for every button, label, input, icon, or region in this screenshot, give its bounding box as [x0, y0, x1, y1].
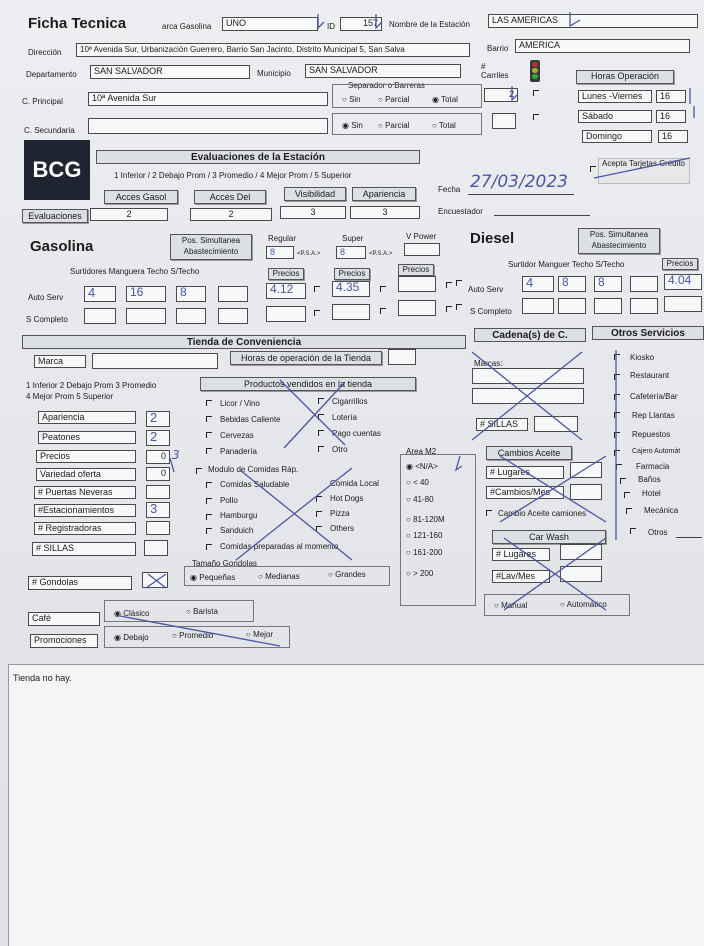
cambios-mes-label: #Cambios/Mes [486, 486, 564, 499]
horas-row-value-1[interactable]: 16 [656, 110, 686, 123]
marcas-label: Marcas: [474, 359, 503, 368]
promo-promedio[interactable]: ○ Promedio [172, 631, 214, 640]
cprincipal-label: C. Principal [22, 97, 63, 106]
otros-item-7: Baños [638, 475, 661, 484]
diesel-cols: Surtidor Manguer Techo S/Techo [508, 260, 625, 269]
super-psa-field[interactable]: 8 [336, 246, 366, 259]
cprincipal-field[interactable]: 10ª Avenida Sur [88, 92, 328, 106]
cafe-clasico[interactable]: ◉ Clásico [114, 609, 150, 618]
carriles-hash: # [481, 62, 486, 71]
separador-label: Separador o Barreras [348, 81, 425, 90]
otros-title: Otros Servicios [592, 326, 704, 340]
cambios-aceite-button[interactable]: Cambios Aceite [486, 446, 572, 460]
vpower-label: V Power [406, 232, 437, 241]
eval-item-value-1[interactable]: 2 [190, 208, 272, 221]
estacion-label: Nombre de la Estación [389, 20, 470, 29]
comida-item-2: Hamburgu [220, 511, 258, 520]
super-psa-label: <P.S.A.> [369, 251, 393, 257]
evaluaciones-title: Evaluaciones de la Estación [96, 150, 420, 164]
eval-item-value-3[interactable]: 3 [350, 206, 420, 219]
prod-item-0: Licor / Vino [220, 399, 260, 408]
id-label: ID [327, 22, 335, 31]
tamano-grandes[interactable]: ○ Grandes [328, 570, 366, 579]
otros-item-6: Farmacia [636, 462, 670, 471]
tamano-medianas[interactable]: ○ Medianas [258, 572, 300, 581]
regular-label: Regular [268, 234, 297, 243]
eval-item-value-0[interactable]: 2 [90, 208, 168, 221]
rating-value-3[interactable]: 0 [146, 467, 170, 481]
eval-item-label-1[interactable]: Acces Del [194, 190, 266, 204]
rating-label-2: Precios [36, 450, 136, 463]
promo-mejor[interactable]: ○ Mejor [246, 630, 274, 639]
rating-value-1[interactable]: 2 [146, 430, 170, 446]
rating-label-7: # SILLAS [32, 542, 136, 556]
diesel-auto-precio[interactable]: 4.04 [664, 274, 702, 290]
gasolina-cols: Surtidores Manguera Techo S/Techo [70, 267, 200, 276]
regular-psa-label: <P.S.A.> [297, 251, 321, 257]
carriles-field-1[interactable]: 2 [484, 88, 518, 102]
sep2-parcial[interactable]: ○ Parcial [378, 121, 410, 130]
gas-precios-super[interactable]: Precios [334, 268, 370, 280]
gas-precios-regular[interactable]: Precios [268, 268, 304, 280]
gas-precios-vpower[interactable]: Precios [398, 264, 434, 276]
gas-auto-precio-regular[interactable]: 4.12 [266, 283, 306, 299]
promo-debajo[interactable]: ◉ Debajo [114, 633, 149, 642]
evaluaciones-scale: 1 Inferior / 2 Debajo Prom / 3 Promedio / 4 Mejor Prom / 5 Superior [114, 171, 352, 180]
bcg-logo: BCG [24, 140, 90, 200]
sep2-sin[interactable]: ◉ Sin [342, 121, 363, 130]
prod-item-2: Cervezas [220, 431, 254, 440]
otros-item-4: Repuestos [632, 430, 671, 439]
tienda-horas-button[interactable]: Horas de operación de la Tienda [230, 351, 382, 365]
direccion-field[interactable]: 10ª Avenida Sur, Urbanización Guerrero, Barrio San Jacinto, Distrito Municipal 5, San Salva [76, 43, 470, 57]
depto-field[interactable]: SAN SALVADOR [90, 65, 250, 79]
horas-row-label-2: Domingo [582, 130, 652, 143]
fecha-value[interactable]: 27/03/2023 [470, 172, 568, 192]
rating-value-0[interactable]: 2 [146, 411, 170, 427]
prod-item-1: Bebidas Caliente [220, 415, 281, 424]
lugares-label: # Lugares [486, 466, 564, 479]
gas-auto-precio-super[interactable]: 4.35 [332, 281, 370, 297]
rating-label-6: # Registradoras [34, 522, 136, 535]
horas-row-value-0[interactable]: 16 [656, 90, 686, 103]
strike-productos-1 [280, 380, 345, 445]
area-opt-2[interactable]: ○ 41-80 [406, 495, 434, 504]
notes-text: Tienda no hay. [13, 673, 72, 683]
cafe-barista[interactable]: ○ Barista [186, 607, 218, 616]
strike-promo [120, 616, 280, 646]
gasolina-title: Gasolina [30, 238, 94, 255]
strike-gondolas [146, 574, 166, 588]
comida-item-5: Hot Dogs [330, 494, 364, 503]
eval-item-label-3[interactable]: Apariencia [352, 187, 416, 201]
comida-item-6: Pizza [330, 509, 350, 518]
rating-label-1: Peatones [38, 431, 136, 444]
diesel-precios[interactable]: Precios [662, 258, 698, 270]
precios-note: 3 [172, 448, 180, 462]
sep1-sin[interactable]: ○ Sin [342, 95, 361, 104]
diesel-auto-serv-label: Auto Serv [468, 285, 504, 294]
prod-item-7: Otro [332, 445, 348, 454]
horas-row-label-0: Lunes -Viernes [578, 90, 652, 103]
regular-psa-field[interactable]: 8 [266, 246, 294, 259]
horas-row-label-1: Sábado [578, 110, 652, 123]
rating-value-5[interactable]: 3 [146, 502, 170, 518]
eval-item-label-2[interactable]: Visibilidad [284, 187, 346, 201]
check-id [376, 14, 382, 28]
check-horas [690, 88, 694, 118]
cafe-label: Café [28, 612, 100, 626]
check-carriles [512, 86, 518, 100]
otros-item-5: Cajero Automát [632, 448, 681, 455]
area-opt-5[interactable]: ○ 161-200 [406, 548, 443, 557]
otros-item-10: Otros [648, 528, 668, 537]
diesel-auto-manguera[interactable]: 8 [558, 276, 586, 292]
gasolina-pos-button[interactable]: Pos. Simultanea Abastecimiento [170, 234, 252, 260]
prod-item-6: Pago cuentas [332, 429, 381, 438]
area-opt-4[interactable]: ○ 121-160 [406, 531, 443, 540]
tienda-scale-1: 1 Inferior 2 Debajo Prom 3 Promedio [26, 381, 157, 390]
tamano-pequenas[interactable]: ◉ Pequeñas [190, 573, 236, 582]
camiones-label: Cambio Aceite camiones [498, 509, 587, 518]
gas-auto-techo[interactable]: 8 [176, 286, 206, 302]
acepta-label: Acepta Tarjetas Crédito [598, 158, 690, 184]
cadena-title: Cadena(s) de C. [474, 328, 586, 342]
tienda-title: Tienda de Conveniencia [22, 335, 466, 349]
tienda-scale-2: 4 Mejor Prom 5 Superior [26, 392, 114, 401]
comida-item-0: Comidas Saludable [220, 480, 290, 489]
form-title: Ficha Tecnica [28, 15, 127, 32]
rating-label-3: Variedad oferta [36, 468, 136, 481]
horas-row-value-2[interactable]: 16 [658, 130, 688, 143]
area-opt-6[interactable]: ○ > 200 [406, 569, 434, 578]
lavado-automatico[interactable]: ○ Automático [560, 600, 607, 609]
super-label: Super [342, 234, 364, 243]
prod-item-5: Lotería [332, 413, 357, 422]
area-title: Area M2 [406, 447, 437, 456]
diesel-title: Diesel [470, 230, 515, 247]
sep1-parcial[interactable]: ○ Parcial [378, 95, 410, 104]
rating-value-2[interactable]: 0 [146, 450, 170, 464]
area-opt-3[interactable]: ○ 81-120M [406, 515, 445, 524]
diesel-auto-surtidor[interactable]: 4 [522, 276, 554, 292]
barrio-field[interactable]: AMERICA [515, 39, 690, 53]
direccion-label: Dirección [28, 48, 62, 57]
check-variedad [170, 458, 174, 472]
modulo-label: Modulo de Comidas Ráp. [208, 465, 299, 474]
barrio-label: Barrio [487, 44, 509, 53]
lavado-manual[interactable]: ○ Manual [494, 601, 528, 610]
municipio-field[interactable]: SAN SALVADOR [305, 64, 461, 78]
eval-item-label-0[interactable]: Acces Gasol [104, 190, 178, 204]
strike-productos-2 [284, 382, 345, 448]
encuestador-label: Encuestador [438, 207, 483, 216]
comida-item-3: Sanduich [220, 526, 254, 535]
diesel-pos-button[interactable]: Pos. Simultanea Abastecimiento [578, 228, 660, 254]
diesel-auto-techo[interactable]: 8 [594, 276, 622, 292]
cadena-sillas-label: # SILLAS [476, 418, 528, 431]
comida-item-4: Comidas preparadas al momento [220, 542, 339, 551]
evaluaciones-button[interactable]: Evaluaciones [22, 209, 88, 223]
prod-item-4: Cigarrillos [332, 397, 368, 406]
id-field[interactable]: 157 [340, 17, 382, 31]
sep1-total[interactable]: ◉ Total [432, 95, 458, 104]
marca-field[interactable]: UNO [222, 17, 318, 31]
estacion-field[interactable]: LAS AMERICAS [488, 14, 698, 28]
comida-local-label: Comida Local [330, 479, 379, 488]
area-opt-0[interactable]: ◉ <N/A> [406, 462, 438, 471]
otros-item-9: Mecánica [644, 506, 679, 515]
check-marca [318, 14, 324, 28]
productos-button[interactable]: Productos vendidos en la tienda [200, 377, 416, 391]
check-estacion [570, 12, 580, 26]
gondolas-label: # Gondolas [28, 576, 132, 590]
otros-item-0: Kiosko [630, 353, 655, 362]
municipio-label: Municipio [257, 69, 291, 78]
strike-acepta [594, 158, 690, 178]
promociones-label: Promociones [30, 634, 98, 648]
tamano-label: Tamaño Gondolas [192, 559, 257, 568]
carriles-label: Carriles [481, 71, 509, 80]
lugares2-label: # Lugares [492, 548, 550, 561]
gas-auto-manguera[interactable]: 16 [126, 286, 166, 302]
car-wash-button[interactable]: Car Wash [492, 530, 606, 544]
sep2-total[interactable]: ○ Total [432, 121, 456, 130]
otros-item-3: Rep Llantas [632, 411, 675, 420]
gas-auto-serv-label: Auto Serv [28, 293, 64, 302]
csecundaria-label: C. Secundaria [24, 126, 75, 135]
rating-label-4: # Puertas Neveras [34, 486, 136, 499]
diesel-s-completo-label: S Completo [470, 307, 512, 316]
gas-auto-surtidores[interactable]: 4 [84, 286, 116, 302]
eval-item-value-2[interactable]: 3 [280, 206, 346, 219]
check-area [456, 456, 462, 470]
comida-item-1: Pollo [220, 496, 238, 505]
fecha-label: Fecha [438, 185, 461, 194]
otros-item-2: Cafetería/Bar [630, 392, 678, 401]
area-opt-1[interactable]: ○ < 40 [406, 478, 429, 487]
depto-label: Departamento [26, 70, 77, 79]
rating-label-0: Apariencia [38, 411, 136, 424]
prod-item-3: Panadería [220, 447, 257, 456]
rating-label-5: #Estacionamientos [34, 504, 136, 517]
tienda-marca-label: Marca [34, 355, 86, 368]
otros-item-8: Hotel [642, 489, 661, 498]
marca-label: arca Gasolina [162, 22, 212, 31]
lav-mes-label: #Lav/Mes [492, 570, 550, 583]
otros-item-1: Restaurant [630, 371, 670, 380]
horas-operacion-button[interactable]: Horas Operación [576, 70, 674, 84]
comida-item-7: Others [330, 524, 355, 533]
gas-s-completo-label: S Completo [26, 315, 68, 324]
